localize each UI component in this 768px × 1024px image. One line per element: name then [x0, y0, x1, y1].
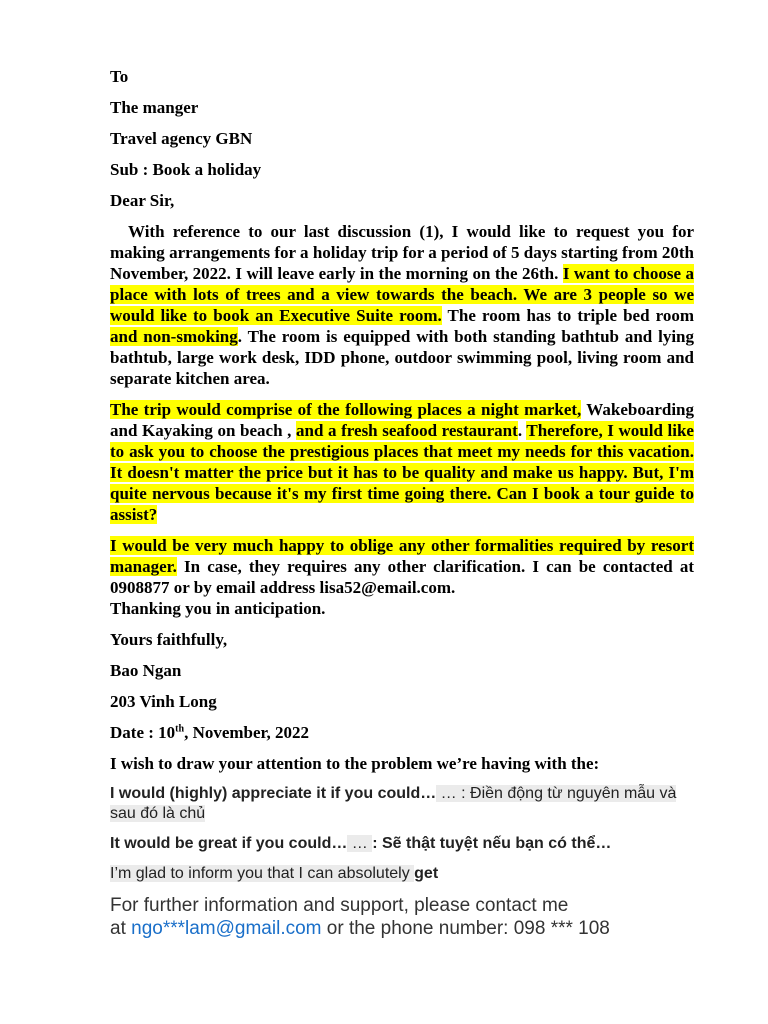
glad-text: I’m glad to inform you that I can absolutely: [110, 865, 415, 882]
letter-date: [110, 722, 694, 743]
paragraph-3: [110, 535, 694, 619]
p3-text-b: In case, they requires any other clarification. I can be contacted at 0908877 or by email address lisa52@email.com.: [110, 557, 694, 597]
document-page: [110, 66, 694, 940]
great-en: It would be great if you could…: [110, 835, 348, 852]
letter-address: 203 Vinh Long: [110, 692, 217, 711]
contact-line-1: For further information and support, please contact me: [110, 895, 569, 916]
attention-phrase: I wish to draw your attention to the problem we’re having with the:: [110, 754, 600, 773]
p2-highlight-c: and a fresh seafood restaurant: [296, 421, 518, 440]
p3-highlight-a: I would be very much happy to oblige any other formalities required by resort manager.: [110, 536, 694, 576]
letter: [110, 66, 694, 774]
contact-email-link[interactable]: ngo***lam@gmail.com: [131, 918, 322, 939]
great-phrase: [110, 834, 694, 854]
paragraph-2: [110, 399, 694, 525]
date-suffix: , November, 2022: [184, 723, 310, 742]
date-superscript: th: [175, 723, 185, 735]
contact-section: [110, 894, 694, 940]
great-vi: : Sẽ thật tuyệt nếu bạn có thể…: [372, 835, 612, 852]
glad-bold: get: [414, 865, 439, 882]
contact-at: at: [110, 918, 132, 939]
great-dots: …: [347, 835, 373, 852]
p2-text-d: .: [517, 421, 527, 440]
letter-to: To: [110, 67, 129, 86]
letter-subject: Sub : Book a holiday: [110, 160, 262, 179]
p1-text-c: The room has to triple bed room: [441, 306, 695, 325]
contact-line-2: [110, 917, 694, 940]
paragraph-1: [110, 221, 694, 389]
appreciate-phrase: [110, 784, 694, 824]
appreciate-en: I would (highly) appreciate it if you could…: [110, 785, 437, 802]
p1-highlight-d: and non-smoking: [110, 327, 238, 346]
p2-text-b: Wakeboarding and Kayaking on beach ,: [110, 400, 695, 440]
p1-text-e: . The room is equipped with both standing bathtub and lying bathtub, large work desk, IDD phone, outdoor swimming pool, living room and separate kitchen area.: [110, 327, 695, 388]
p2-highlight-a: The trip would comprise of the following places a night market,: [110, 400, 582, 419]
letter-closing: Yours faithfully,: [110, 630, 228, 649]
letter-signature-name: Bao Ngan: [110, 661, 182, 680]
p2-highlight-e: Therefore, I would like to ask you to choose the prestigious places that meet my needs for this vacation.: [110, 421, 694, 461]
p1-text-a: With reference to our last discussion (1), I would like to request you for making arrangements for a holiday trip for a period of 5 days starting from 20th November, 2022. I will leave early in the morning on the 26th.: [110, 222, 694, 283]
p2-highlight-g: It doesn't matter the price but it has to be quality and make us happy. But, I'm quite nervous because it's my first time going there. Can I book a tour guide to assist?: [110, 463, 694, 524]
letter-company: Travel agency GBN: [110, 129, 253, 148]
letter-salutation: Dear Sir,: [110, 191, 175, 210]
p1-highlight-b: I want to choose a place with lots of trees and a view towards the beach. We are 3 people so we would like to book an Executive Suite room.: [110, 264, 694, 325]
glad-phrase: [110, 864, 694, 884]
appreciate-vi: … : Điền động từ nguyên mẫu và sau đó là chủ: [110, 785, 677, 822]
phrases-section: [110, 784, 694, 884]
p3-text-c: Thanking you in anticipation.: [110, 599, 326, 618]
letter-recipient: The manger: [110, 98, 199, 117]
contact-phone: or the phone number: 098 *** 108: [321, 918, 610, 939]
date-prefix: Date : 10: [110, 723, 176, 742]
